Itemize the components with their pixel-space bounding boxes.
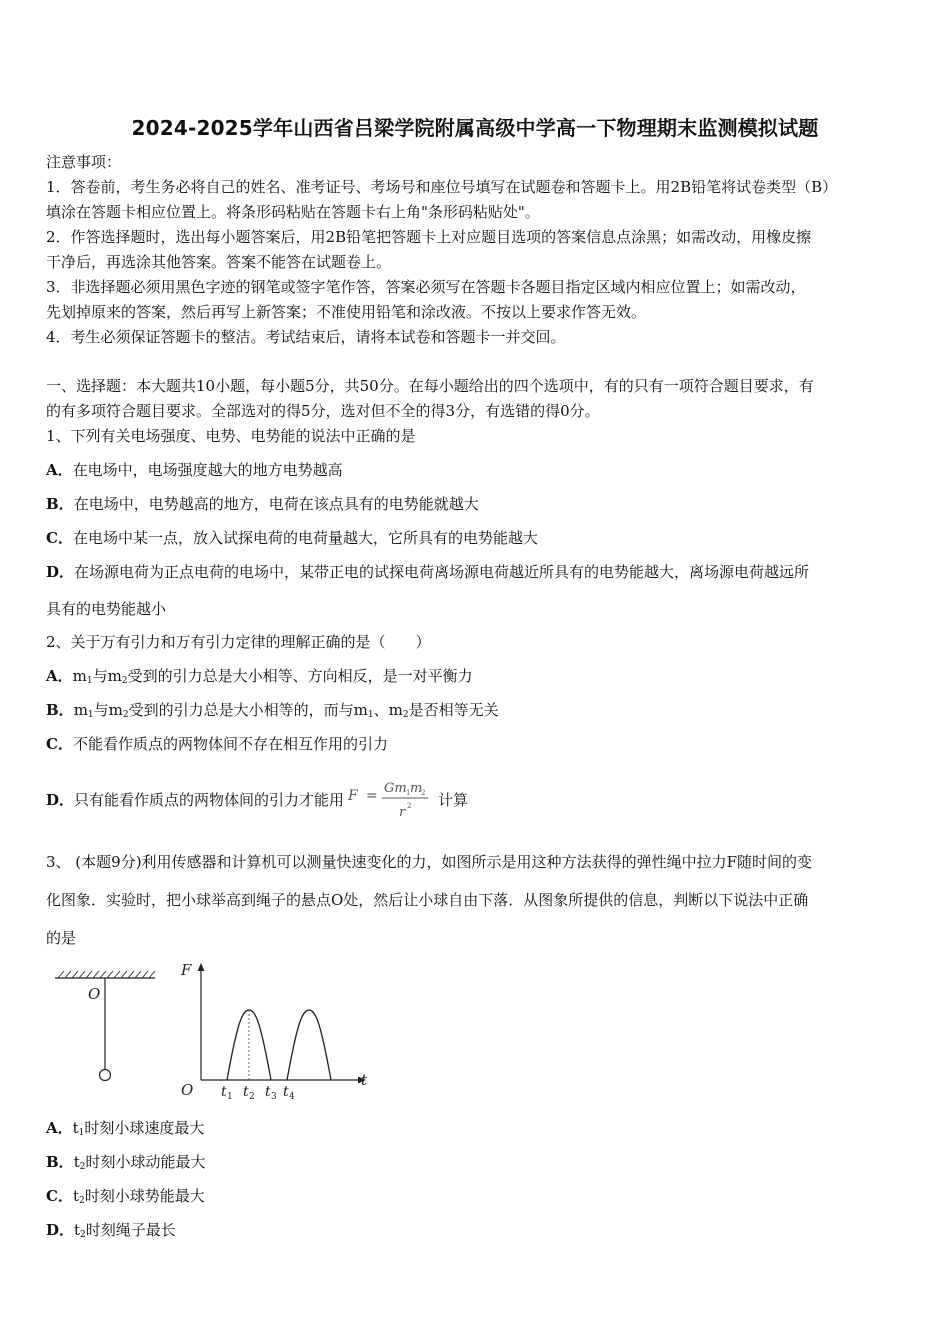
option-letter: D． (46, 791, 75, 809)
q2-stem: 2、关于万有引力和万有引力定律的理解正确的是（ ） (46, 633, 431, 651)
q3-option-b (46, 1152, 205, 1177)
q3-stem: 的是 (46, 929, 77, 947)
q3-stem: 3、 (本题9分)利用传感器和计算机可以测量快速变化的力，如图所示是用这种方法获得的弹性绳中拉力F随时间的变 (46, 853, 812, 871)
option-letter: B． (46, 1153, 74, 1171)
subscript: 2 (78, 1196, 85, 1206)
q3-option-c (46, 1186, 205, 1211)
q3-option-a (46, 1118, 204, 1143)
notice-heading: 注意事项： (46, 153, 122, 171)
q1-option-b (46, 494, 479, 514)
option-text: 是否相等无关 (408, 701, 499, 719)
ball (100, 1070, 111, 1081)
q1-option-c (46, 528, 538, 548)
option-letter: B． (46, 701, 74, 719)
option-text: 与m (93, 701, 123, 719)
q1-option-d-cont: 具有的电势能越小 (46, 600, 167, 618)
q3-stem: 化图象．实验时，把小球举高到绳子的悬点O处，然后让小球自由下落．从图象所提供的信息，判断以下说法中正确 (46, 891, 809, 909)
q1-stem: 1、下列有关电场强度、电势、电势能的说法中正确的是 (46, 427, 416, 445)
option-letter: C． (46, 735, 73, 753)
option-text: 计算 (438, 791, 469, 809)
option-letter: D． (46, 1221, 75, 1239)
tick-sub: 4 (289, 1092, 295, 1102)
formula-numerator: m (410, 781, 423, 796)
option-text: 时刻绳子最长 (85, 1221, 176, 1239)
formula-numerator: Gm (384, 781, 407, 796)
var-m: m (72, 667, 87, 685)
option-letter: C． (46, 529, 73, 547)
tick-label-t2: t (243, 1084, 249, 1100)
q2-option-b (46, 700, 499, 725)
formula-sub: 2 (421, 789, 426, 797)
subscript: 1 (87, 710, 94, 720)
force-pulse-2 (287, 1010, 331, 1080)
q2-option-c (46, 734, 388, 754)
notice-line: 3．非选择题必须用黑色字迹的钢笔或签字笔作答，答案必须写在答题卡各题目指定区域内相应位置上；如需改动， (46, 278, 806, 296)
option-text: 时刻小球势能最大 (84, 1187, 205, 1205)
option-letter: A． (46, 667, 73, 685)
page-title: 2024-2025学年山西省吕梁学院附属高级中学高一下物理期末监测模拟试题 (131, 116, 819, 140)
option-text: 在电场中，电势越高的地方，电荷在该点具有的电势能就越大 (73, 495, 479, 513)
notice-line: 2．作答选择题时，选出每小题答案后，用2B铅笔把答题卡上对应题目选项的答案信息点涂黑；如需改动，用橡皮擦 (46, 228, 812, 246)
y-axis-arrow (198, 963, 205, 971)
subscript: 2 (79, 1162, 86, 1172)
force-pulse-1 (227, 1010, 271, 1080)
tick-label-t1: t (221, 1084, 227, 1100)
section-intro: 一、选择题：本大题共10小题，每小题5分，共50分。在每小题给出的四个选项中，有的只有一项符合题目要求，有 (46, 377, 814, 395)
var-t: t (72, 1187, 79, 1205)
q3-figure (50, 955, 380, 1105)
notice-line: 1．答卷前，考生务必将自己的姓名、准考证号、考场号和座位号填写在试题卷和答题卡上。用2B铅笔将试卷类型（B） (46, 178, 838, 196)
subscript: 2 (80, 1230, 86, 1240)
q1-option-a (46, 460, 343, 480)
formula-exponent: 2 (407, 802, 412, 810)
option-letter: A． (46, 461, 73, 479)
notice-line: 填涂在答题卡相应位置上。将条形码粘贴在答题卡右上角"条形码粘贴处"。 (46, 203, 540, 221)
gravitation-formula (344, 776, 438, 826)
origin-label: O (181, 1081, 194, 1099)
notice-line: 4．考生必须保证答题卡的整洁。考试结束后，请将本试卷和答题卡一并交回。 (46, 328, 566, 346)
option-text: 在电场中，电场强度越大的地方电势越高 (72, 461, 343, 479)
option-letter: A． (46, 1119, 73, 1137)
formula-F: F (348, 788, 358, 804)
var-t: t (72, 1119, 79, 1137)
tick-label-t4: t (283, 1084, 289, 1100)
formula-denominator: r (399, 805, 406, 820)
tick-sub: 2 (249, 1092, 255, 1102)
option-text: 不能看作质点的两物体间不存在相互作用的引力 (72, 735, 388, 753)
subscript: 2 (121, 676, 128, 686)
section-intro: 的有多项符合题目要求。全部选对的得5分，选对但不全的得3分，有选错的得0分。 (46, 402, 600, 420)
option-text: 与m (92, 667, 122, 685)
option-text: 只有能看作质点的两物体间的引力才能用 (74, 791, 345, 809)
q1-option-d (46, 562, 809, 582)
tick-sub: 1 (227, 1092, 233, 1102)
option-text: 受到的引力总是大小相等、方向相反，是一对平衡力 (127, 667, 473, 685)
option-text: 在电场中某一点，放入试探电荷的电荷量越大，它所具有的电势能越大 (72, 529, 538, 547)
option-letter: B． (46, 495, 74, 513)
subscript: 2 (122, 710, 129, 720)
pivot-label: O (88, 985, 101, 1003)
option-text: 在场源电荷为正点电荷的电场中，某带正电的试探电荷离场源电荷越近所具有的电势能越大，离场源电荷越远所 (74, 563, 810, 581)
q2-option-d (46, 772, 468, 828)
var-t: t (74, 1221, 81, 1239)
force-time-graph (180, 961, 368, 1102)
subscript: 2 (402, 710, 409, 720)
tick-sub: 3 (271, 1092, 277, 1102)
option-text: 、m (373, 701, 403, 719)
y-axis-label: F (181, 961, 192, 979)
option-letter: C． (46, 1187, 73, 1205)
option-text: 时刻小球动能最大 (85, 1153, 206, 1171)
tick-label-t3: t (265, 1084, 271, 1100)
subscript: 1 (86, 676, 93, 686)
q3-option-d (46, 1220, 176, 1245)
subscript: 1 (78, 1128, 85, 1138)
option-text: 受到的引力总是大小相等的，而与m (128, 701, 368, 719)
var-t: t (73, 1153, 80, 1171)
subscript: 1 (367, 710, 374, 720)
formula-eq: = (366, 788, 378, 804)
formula-sub: 1 (406, 789, 411, 797)
option-text: 时刻小球速度最大 (84, 1119, 205, 1137)
notice-line: 先划掉原来的答案，然后再写上新答案；不准使用铅笔和涂改液。不按以上要求作答无效。 (46, 303, 647, 321)
q2-option-a (46, 666, 473, 691)
notice-line: 干净后，再选涂其他答案。答案不能答在试题卷上。 (46, 253, 392, 271)
var-m: m (73, 701, 88, 719)
option-letter: D． (46, 563, 75, 581)
x-axis-label: t (361, 1071, 368, 1089)
pendulum-diagram (55, 971, 155, 1081)
